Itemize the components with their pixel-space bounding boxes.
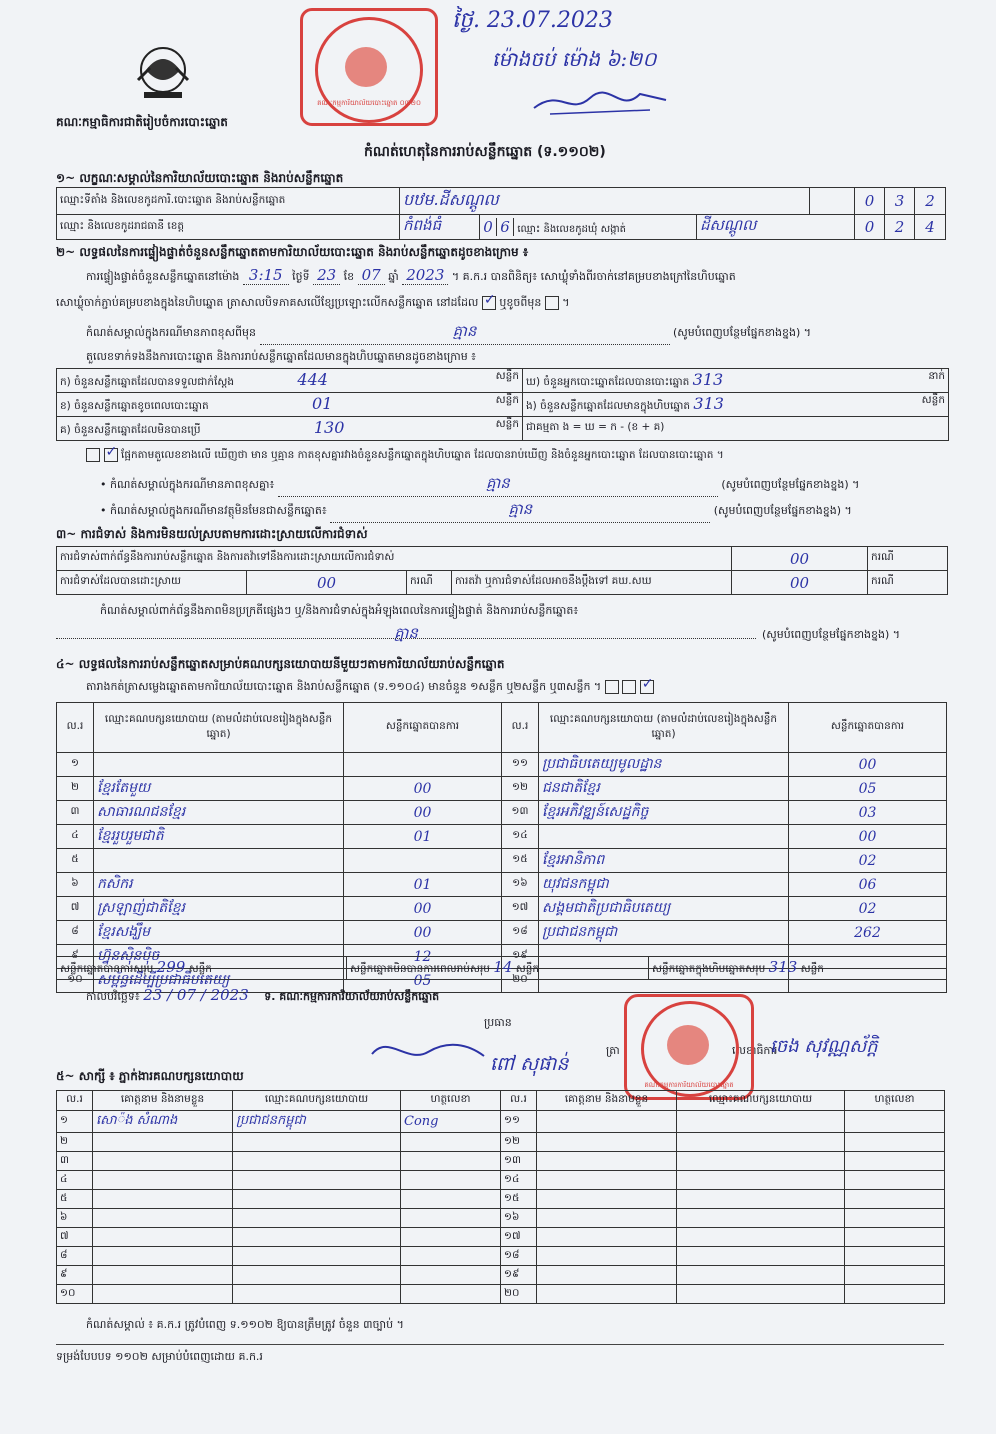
row-kh-label: ខ) ចំនួនសន្លឹកឆ្នោតខូចពេលបោះឆ្នោត — [60, 400, 209, 412]
witness-name — [93, 1228, 233, 1247]
witness-name: សោ៉ង សំណាង — [93, 1111, 233, 1133]
section3-note-label: កំណត់សម្គាល់ពាក់ព័ន្ធនឹងភាពមិនប្រក្រតីផ្សេងៗ ឬ/និងការជំទាស់ក្នុងអំឡុងពេលនៃការផ្ទៀងផ្ទាត់ និងការរាប់សន្លឹកឆ្នោត៖ — [100, 604, 579, 617]
total-box-value: 313 — [768, 958, 798, 976]
note1-hint: (សូមបំពេញបន្ថែមផ្នែកខាងខ្នង) ។ — [673, 326, 812, 339]
witness-table — [56, 1090, 945, 1304]
witness-col-sign-right: ហត្ថលេខា — [845, 1091, 945, 1111]
party-votes: 00 — [789, 753, 947, 777]
province-value: កំពង់ធំ — [400, 215, 480, 240]
party-name: សង្គមជាតិប្រជាធិបតេយ្យ — [539, 897, 789, 921]
total-box-unit: សន្លឹក — [800, 963, 824, 975]
note3-hint: (សូមបំពេញបន្ថែមផ្នែកខាងខ្នង) ។ — [713, 504, 852, 517]
compare-text: ផ្អែកតាមតួលេខខាងលើ ឃើញថា មាន ឬគ្មាន កាតខុសគ្នារវាងចំនួនសន្លឹកឆ្នោតក្នុងហិបឆ្នោត ដែលបានរាប់ឃើញ និងចំនួនអ្នកបោះឆ្នោត ដែលបានបោះឆ្នោត ។ — [121, 449, 724, 461]
witness-no: ២០ — [501, 1285, 537, 1304]
check-year: 2023 — [402, 266, 448, 285]
party-name: ប្រជាធិបតេយ្យមូលដ្ឋាន — [539, 753, 789, 777]
secretary-signature: ចេង សុវណ្ណស័ក្ដិ — [770, 1036, 878, 1057]
commune-code-3: 4 — [915, 215, 946, 240]
footer-note: កំណត់សម្គាល់ ៖ គ.ក.រ ត្រូវបំពេញ ទ.១១០២ ឱ្យបានត្រឹមត្រូវ ចំនួន ៣ច្បាប់ ។ — [86, 1318, 404, 1331]
top-stamp-text: គណៈកម្មការិយាល័យបោះឆ្នោត ០៣២០ — [317, 99, 421, 107]
witness-sign — [845, 1247, 945, 1266]
witness-no: ១ — [57, 1111, 93, 1133]
witness-sign — [401, 1266, 501, 1285]
witness-sign — [845, 1228, 945, 1247]
results-col-party-left: ឈ្មោះគណបក្សនយោបាយ (តាមលំដាប់លេខរៀងក្នុងសន្លឹកឆ្នោត) — [94, 703, 344, 753]
section3-fill-hint: (សូមបំពេញបន្ថែមផ្នែកខាងខ្នង) ។ — [762, 628, 901, 641]
party-no: ២ — [57, 777, 94, 801]
witness-sign — [845, 1190, 945, 1209]
table-row — [57, 1111, 945, 1133]
diff-no-checkbox[interactable] — [104, 448, 118, 462]
party-name: ខ្មែរតែមួយ — [94, 777, 344, 801]
party-votes: 262 — [789, 921, 947, 945]
witness-name — [93, 1247, 233, 1266]
handwritten-time: ម៉ោងចប់ ម៉ោង ៦:២០ — [492, 47, 657, 71]
party-no: ២០ — [502, 969, 539, 993]
table-row — [57, 1152, 945, 1171]
witness-name — [93, 1285, 233, 1304]
header-signature — [530, 84, 670, 120]
party-no: ១២ — [502, 777, 539, 801]
obj-row2b-value: 00 — [732, 571, 868, 595]
rows-intro: តួលេខទាក់ទងនឹងការបោះឆ្នោត និងការរាប់សន្លឹកឆ្នោតដែលមានក្នុងហិបឆ្នោតមានដូចខាងក្រោម ៖ — [86, 350, 477, 363]
party-no: ៤ — [57, 825, 94, 849]
witness-name — [93, 1190, 233, 1209]
commune-code-2: 2 — [885, 215, 915, 240]
witness-party — [233, 1266, 401, 1285]
witness-name — [537, 1171, 677, 1190]
witness-sign — [845, 1111, 945, 1133]
date-label: កាលបរិច្ឆេទ៖ — [86, 990, 140, 1003]
formula: ជាគម្មតា ង = ឃ = ក - (ខ + គ) — [523, 417, 949, 441]
province-code-1: 0 — [480, 218, 497, 236]
office-code-3: 2 — [915, 188, 946, 215]
table-row — [57, 1285, 945, 1304]
chair-signature: ពៅ សុផាន់ — [490, 1053, 569, 1075]
table-row — [57, 777, 947, 801]
witness-no: ៤ — [57, 1171, 93, 1190]
table-row — [57, 1190, 945, 1209]
witness-party — [233, 1285, 401, 1304]
commune-code-1: 0 — [855, 215, 885, 240]
witness-party — [233, 1209, 401, 1228]
diff-yes-checkbox[interactable] — [86, 448, 100, 462]
row-gh-label: ឃ) ចំនួនអ្នកបោះឆ្នោតដែលបានបោះឆ្នោត — [526, 376, 690, 388]
chair-signature-stroke — [368, 1034, 488, 1068]
party-no: ១៤ — [502, 825, 539, 849]
witness-no: ៧ — [57, 1228, 93, 1247]
damaged-checkbox[interactable] — [545, 296, 559, 310]
section3-note-line — [56, 624, 756, 642]
note3-value: គ្មាន — [508, 500, 533, 518]
party-name: យុវជនកម្ពុជា — [539, 873, 789, 897]
office-value: បឋម.ដីសណ្ដូល — [400, 188, 810, 215]
obj-row1-label: ការជំទាស់ពាក់ព័ន្ធនឹងការរាប់សន្លឹកឆ្នោត និងការតវ៉ាទៅនឹងការដោះស្រាយលើការជំទាស់ — [57, 547, 732, 571]
witness-sign — [401, 1285, 501, 1304]
witness-no: ២ — [57, 1133, 93, 1152]
party-votes: 03 — [789, 801, 947, 825]
witness-no: ១៩ — [501, 1266, 537, 1285]
party-votes: 01 — [344, 825, 502, 849]
org-name: គណៈកម្មាធិការជាតិរៀបចំការបោះឆ្នោត — [56, 115, 228, 129]
objections-table — [56, 546, 948, 595]
table-row — [57, 1228, 945, 1247]
check-time: 3:15 — [243, 266, 289, 285]
compare-row — [86, 448, 724, 464]
witness-sign — [845, 1285, 945, 1304]
note2-value: គ្មាន — [485, 474, 510, 492]
para1-d: ឆ្នាំ — [388, 270, 399, 283]
section4-intro — [86, 680, 654, 696]
opt-good-label: ឬខូចពីមុន — [499, 296, 542, 309]
committee-label: ទ. គណៈកម្មការការិយាល័យរាប់សន្លឹកឆ្នោត — [264, 990, 440, 1003]
section2-para2: សោឃ្លុំចាក់ភ្ជាប់គម្របខាងក្នុងនៃហិបឆ្នោត ត្រាសាលបិទភាគសលើខ្សែប្រឡោះលើកសន្លឹកឆ្នោត នៅដដែល ✓ ឬខូចពីមុន ។ — [56, 296, 570, 312]
section3-heading: ៣~ ការជំទាស់ និងការមិនយល់ស្របតាមការដោះស្រាយលើការជំទាស់ — [56, 527, 368, 541]
witness-no: ១០ — [57, 1285, 93, 1304]
witness-name — [537, 1266, 677, 1285]
party-votes: 12 — [344, 945, 502, 969]
sheets-3-checkbox[interactable] — [640, 680, 654, 694]
note3-row — [100, 500, 946, 523]
row-g-value: 130 — [313, 418, 345, 437]
chair-label: ប្រធាន — [484, 1016, 512, 1029]
witness-col-name-left: គោត្តនាម និងនាមខ្លួន — [93, 1091, 233, 1111]
total-valid-value: 299 — [156, 958, 186, 976]
bottom-stamp — [624, 994, 754, 1100]
table-row — [57, 897, 947, 921]
table-row — [57, 1209, 945, 1228]
results-totals — [56, 956, 947, 980]
witness-party — [677, 1171, 845, 1190]
witness-col-party-left: ឈ្មោះគណបក្សនយោបាយ — [233, 1091, 401, 1111]
party-name: សម្ព័ន្ធដើម្បីប្រជាធិបតេយ្យ — [94, 969, 344, 993]
party-no: ៣ — [57, 801, 94, 825]
witness-name — [93, 1209, 233, 1228]
row-k-unit: សន្លឹក — [495, 370, 519, 382]
witness-name — [537, 1190, 677, 1209]
party-no: ១៨ — [502, 921, 539, 945]
party-name: ប្រជាជនកម្ពុជា — [539, 921, 789, 945]
results-col-party-right: ឈ្មោះគណបក្សនយោបាយ (តាមលំដាប់លេខរៀងក្នុងសន្លឹកឆ្នោត) — [539, 703, 789, 753]
section2-heading: ២~ លទ្ធផលនៃការផ្ទៀងផ្ទាត់ចំនួនសន្លឹកឆ្នោតតាមការិយាល័យបោះឆ្នោត និងរាប់សន្លឹកឆ្នោតដូចខាងក្រោម ៖ — [56, 245, 529, 259]
party-no: ១០ — [57, 969, 94, 993]
table-row — [57, 825, 947, 849]
section2-para1 — [86, 266, 946, 286]
witness-party — [677, 1209, 845, 1228]
party-name — [539, 825, 789, 849]
note2-row — [100, 474, 946, 497]
witness-no: ១៣ — [501, 1152, 537, 1171]
results-col-votes-left: សន្លឹកឆ្នោតបានការ — [344, 703, 502, 753]
party-name: ជនជាតិខ្មែរ — [539, 777, 789, 801]
witness-col-name-right: គោត្តនាម និងនាមខ្លួន — [537, 1091, 677, 1111]
party-no: ១៥ — [502, 849, 539, 873]
table-row — [57, 921, 947, 945]
witness-no: ១៥ — [501, 1190, 537, 1209]
table-row — [57, 801, 947, 825]
witness-sign — [401, 1133, 501, 1152]
counts-table — [56, 368, 949, 441]
total-invalid-unit: សន្លឹក — [515, 963, 540, 975]
witness-party — [677, 1152, 845, 1171]
party-name: ហ្វ៊ុនស៊ិនប៉ិច — [94, 945, 344, 969]
witness-no: ៣ — [57, 1152, 93, 1171]
party-votes — [344, 849, 502, 873]
party-votes: 00 — [789, 825, 947, 849]
total-box-label: សន្លឹកឆ្នោតក្នុងហិបឆ្នោតសរុប — [652, 963, 766, 975]
party-votes — [344, 753, 502, 777]
witness-party: ប្រជាជនកម្ពុជា — [233, 1111, 401, 1133]
row-g-unit: សន្លឹក — [495, 418, 519, 430]
form-note: ទម្រង់បែបបទ ១១០២ សម្រាប់បំពេញដោយ គ.ក.រ — [56, 1350, 263, 1363]
party-name: ខ្មែរអភិវឌ្ឍន៍សេដ្ឋកិច្ច — [539, 801, 789, 825]
witness-party — [233, 1171, 401, 1190]
table-row — [57, 873, 947, 897]
note2-label: • កំណត់សម្គាល់ក្នុងករណីមានភាពខុសគ្នា៖ — [100, 478, 275, 491]
witness-sign — [401, 1190, 501, 1209]
witness-no: ៩ — [57, 1266, 93, 1285]
party-name: កសិករ — [94, 873, 344, 897]
witness-sign — [845, 1152, 945, 1171]
note1-value: គ្មាន — [452, 322, 477, 340]
section5-heading: ៥~ សាក្សី ៖ ភ្នាក់ងារគណបក្សនយោបាយ — [56, 1069, 244, 1083]
check-month: 07 — [358, 266, 385, 285]
top-stamp — [300, 8, 438, 126]
obj-row2b-label: ការតវ៉ា ឬការជំទាស់ដែលអាចនឹងប្ដឹងទៅ គឃ.សឃ — [452, 571, 732, 595]
party-votes: 00 — [344, 801, 502, 825]
date-value: 23 / 07 / 2023 — [143, 986, 249, 1004]
witness-sign — [401, 1247, 501, 1266]
para1-e: ។ គ.ក.រ បានពិនិត្យ៖ សោឃ្លុំទាំងពីរចាក់នៅគម្របខាងក្រៅនៃហិបឆ្នោត — [451, 270, 736, 283]
bottom-stamp-text: គណៈកម្មការការិយាល័យបោះឆ្នោត — [644, 1081, 734, 1089]
party-no: ៦ — [57, 873, 94, 897]
intact-checkbox[interactable] — [482, 296, 496, 310]
witness-name — [93, 1152, 233, 1171]
results-col-votes-right: សន្លឹកឆ្នោតបានការ — [789, 703, 947, 753]
para2: សោឃ្លុំចាក់ភ្ជាប់គម្របខាងក្នុងនៃហិបឆ្នោត ត្រាសាលបិទភាគសលើខ្សែប្រឡោះលើកសន្លឹកឆ្នោត នៅដដែល — [56, 296, 479, 309]
witness-sign — [845, 1171, 945, 1190]
witness-name — [93, 1171, 233, 1190]
witness-party — [677, 1266, 845, 1285]
office-code-1: 0 — [855, 188, 885, 215]
witness-sign: Cong — [401, 1111, 501, 1133]
party-votes: 00 — [344, 777, 502, 801]
witness-sign — [401, 1171, 501, 1190]
section1-heading: ១~ លក្ខណៈសម្គាល់នៃការិយាល័យបោះឆ្នោត និងរាប់សន្លឹកឆ្នោត — [56, 171, 344, 185]
obj-row1-value: 00 — [732, 547, 868, 571]
witness-party — [677, 1228, 845, 1247]
section2-note1 — [86, 322, 946, 345]
party-name: ខ្មែរសង្ឃឹម — [94, 921, 344, 945]
party-name: ខ្មែរអានិភាព — [539, 849, 789, 873]
witness-col-party-right: ឈ្មោះគណបក្សនយោបាយ — [677, 1091, 845, 1111]
commune-label: ឈ្មោះ និងលេខកូដឃុំ សង្កាត់ — [517, 223, 626, 235]
note2-hint: (សូមបំពេញបន្ថែមផ្នែកខាងខ្នង) ។ — [721, 478, 860, 491]
obj-row2a-unit: ករណី — [407, 571, 452, 595]
witness-name — [537, 1152, 677, 1171]
witness-col-no-right: ល.រ — [501, 1091, 537, 1111]
sheets-2-checkbox[interactable] — [622, 680, 636, 694]
table-row — [57, 1171, 945, 1190]
obj-row2a-label: ការជំទាស់ដែលបានដោះស្រាយ — [57, 571, 247, 595]
party-votes: 01 — [344, 873, 502, 897]
para1-b: ថ្ងៃទី — [292, 270, 310, 283]
party-name — [94, 849, 344, 873]
witness-sign — [401, 1228, 501, 1247]
obj-row2b-unit: ករណី — [868, 571, 948, 595]
section4-heading: ៤~ លទ្ធផលនៃការរាប់សន្លឹកឆ្នោតសម្រាប់គណបក្សនយោបាយនីមួយៗតាមការិយាល័យរាប់សន្លឹកឆ្នោត — [56, 657, 505, 671]
party-no: ១៩ — [502, 945, 539, 969]
party-name: ខ្មែររួបរួមជាតិ — [94, 825, 344, 849]
party-no: ៧ — [57, 897, 94, 921]
witness-name — [93, 1133, 233, 1152]
witness-name — [537, 1133, 677, 1152]
para1-c: ខែ — [343, 270, 355, 283]
obj-row2a-value: 00 — [247, 571, 407, 595]
handwritten-date: ថ្ងៃ. 23.07.2023 — [452, 8, 613, 33]
party-no: ១៦ — [502, 873, 539, 897]
table-row — [57, 1133, 945, 1152]
witness-party — [677, 1133, 845, 1152]
row-kh-value: 01 — [312, 394, 333, 413]
row-gh-unit: នាក់ — [928, 370, 945, 382]
witness-name — [537, 1228, 677, 1247]
party-no: ៩ — [57, 945, 94, 969]
party-votes: 05 — [344, 969, 502, 993]
witness-no: ៨ — [57, 1247, 93, 1266]
witness-party — [677, 1247, 845, 1266]
row-k-value: 444 — [297, 370, 328, 389]
date-row — [86, 986, 439, 1006]
witness-no: ១៤ — [501, 1171, 537, 1190]
footer-divider — [56, 1344, 944, 1345]
para1-a: ការផ្ទៀងផ្ទាត់ចំនួនសន្លឹកឆ្នោតនៅម៉ោង — [86, 270, 240, 283]
row-g-label: គ) ចំនួនសន្លឹកឆ្នោតដែលមិនបានប្រើ — [60, 424, 201, 436]
witness-sign — [845, 1266, 945, 1285]
section4-intro-text: តារាងកត់ត្រាសម្លេងឆ្នោតតាមការិយាល័យបោះឆ្នោត និងរាប់សន្លឹកឆ្នោត (ទ.១១០៤) មានចំនួន ១សន្លឹក ឬ២សន្លឹក ឬ៣សន្លឹក ។ — [86, 680, 602, 693]
office-code-2: 3 — [885, 188, 915, 215]
total-valid-label: សន្លឹកឆ្នោតបានការសរុប — [60, 963, 154, 975]
results-col-no-right: ល.រ — [502, 703, 539, 753]
party-no: ៨ — [57, 921, 94, 945]
witness-sign — [845, 1209, 945, 1228]
party-votes: 00 — [344, 897, 502, 921]
commune-value: ដីសណ្ដូល — [697, 215, 855, 240]
witness-no: ១៨ — [501, 1247, 537, 1266]
row-gh-value: 313 — [692, 370, 724, 389]
party-name: សាធារណជនខ្មែរ — [94, 801, 344, 825]
witness-no: ៦ — [57, 1209, 93, 1228]
party-no: ១៣ — [502, 801, 539, 825]
province-code-2: 6 — [497, 218, 514, 236]
witness-party — [677, 1190, 845, 1209]
witness-no: ១៦ — [501, 1209, 537, 1228]
total-invalid-label: សន្លឹកឆ្នោតមិនបានការពេលរាប់សរុប — [350, 963, 490, 975]
witness-name — [537, 1285, 677, 1304]
witness-sign — [401, 1152, 501, 1171]
check-day: 23 — [313, 266, 340, 285]
table-row — [57, 753, 947, 777]
witness-party — [233, 1133, 401, 1152]
row-ng-label: ង) ចំនួនសន្លឹកឆ្នោតដែលមានក្នុងហិបឆ្នោត — [526, 400, 691, 412]
witness-sign — [845, 1133, 945, 1152]
party-no: ១១ — [502, 753, 539, 777]
total-invalid-value: 14 — [493, 958, 513, 976]
sheets-1-checkbox[interactable] — [605, 680, 619, 694]
witness-no: ៥ — [57, 1190, 93, 1209]
row-ng-value: 313 — [693, 394, 724, 413]
witness-party — [233, 1247, 401, 1266]
row-kh-unit: សន្លឹក — [495, 394, 519, 406]
witness-no: ១១ — [501, 1111, 537, 1133]
results-table — [56, 702, 947, 993]
witness-col-sign-left: ហត្ថលេខា — [401, 1091, 501, 1111]
party-votes: 00 — [344, 921, 502, 945]
witness-name — [537, 1209, 677, 1228]
witness-name — [537, 1111, 677, 1133]
row-k-label: ក) ចំនួនសន្លឹកឆ្នោតដែលបានទទួលជាក់ស្ដែង — [60, 376, 235, 388]
note3-label: • កំណត់សម្គាល់ក្នុងករណីមានវត្ថុមិនមែនជាសន្លឹកឆ្នោត៖ — [100, 504, 327, 517]
witness-party — [233, 1190, 401, 1209]
party-name — [94, 753, 344, 777]
party-no: ១ — [57, 753, 94, 777]
witness-party — [677, 1111, 845, 1133]
table-row — [57, 1266, 945, 1285]
witness-party — [233, 1152, 401, 1171]
secretary-label: លេខាធិការ — [732, 1044, 778, 1057]
witness-no: ១២ — [501, 1133, 537, 1152]
note1-label: កំណត់សម្គាល់ក្នុងករណីមានភាពខុសពីមុន — [86, 326, 256, 339]
witness-party — [233, 1228, 401, 1247]
witness-no: ១៧ — [501, 1228, 537, 1247]
witness-party — [677, 1285, 845, 1304]
section1-table — [56, 187, 946, 240]
party-votes: 02 — [789, 849, 947, 873]
table-row — [57, 849, 947, 873]
nec-logo — [132, 40, 194, 106]
witness-sign — [401, 1209, 501, 1228]
total-valid-unit: សន្លឹក — [188, 963, 212, 975]
party-votes: 02 — [789, 897, 947, 921]
document-title: កំណត់ហេតុនៃការរាប់សន្លឹកឆ្នោត (ទ.១១០២) — [364, 144, 606, 160]
party-votes: 06 — [789, 873, 947, 897]
table-row — [57, 1247, 945, 1266]
row-ng-unit: សន្លឹក — [921, 394, 945, 406]
party-votes: 05 — [789, 777, 947, 801]
party-no: ៥ — [57, 849, 94, 873]
stamp-label: ត្រា — [606, 1044, 620, 1057]
province-label: ឈ្មោះ និងលេខកូដរាជធានី ខេត្ត — [57, 215, 400, 240]
results-col-no-left: ល.រ — [57, 703, 94, 753]
party-no: ១៧ — [502, 897, 539, 921]
witness-col-no-left: ល.រ — [57, 1091, 93, 1111]
office-label: ឈ្មោះទីតាំង និងលេខកូដការិ.បោះឆ្នោត និងរាប់សន្លឹកឆ្នោត — [57, 188, 400, 215]
obj-row1-unit: ករណី — [868, 547, 948, 571]
witness-name — [537, 1247, 677, 1266]
party-name: ស្រឡាញ់ជាតិខ្មែរ — [94, 897, 344, 921]
section3-note-value: គ្មាន — [394, 624, 418, 642]
witness-name — [93, 1266, 233, 1285]
